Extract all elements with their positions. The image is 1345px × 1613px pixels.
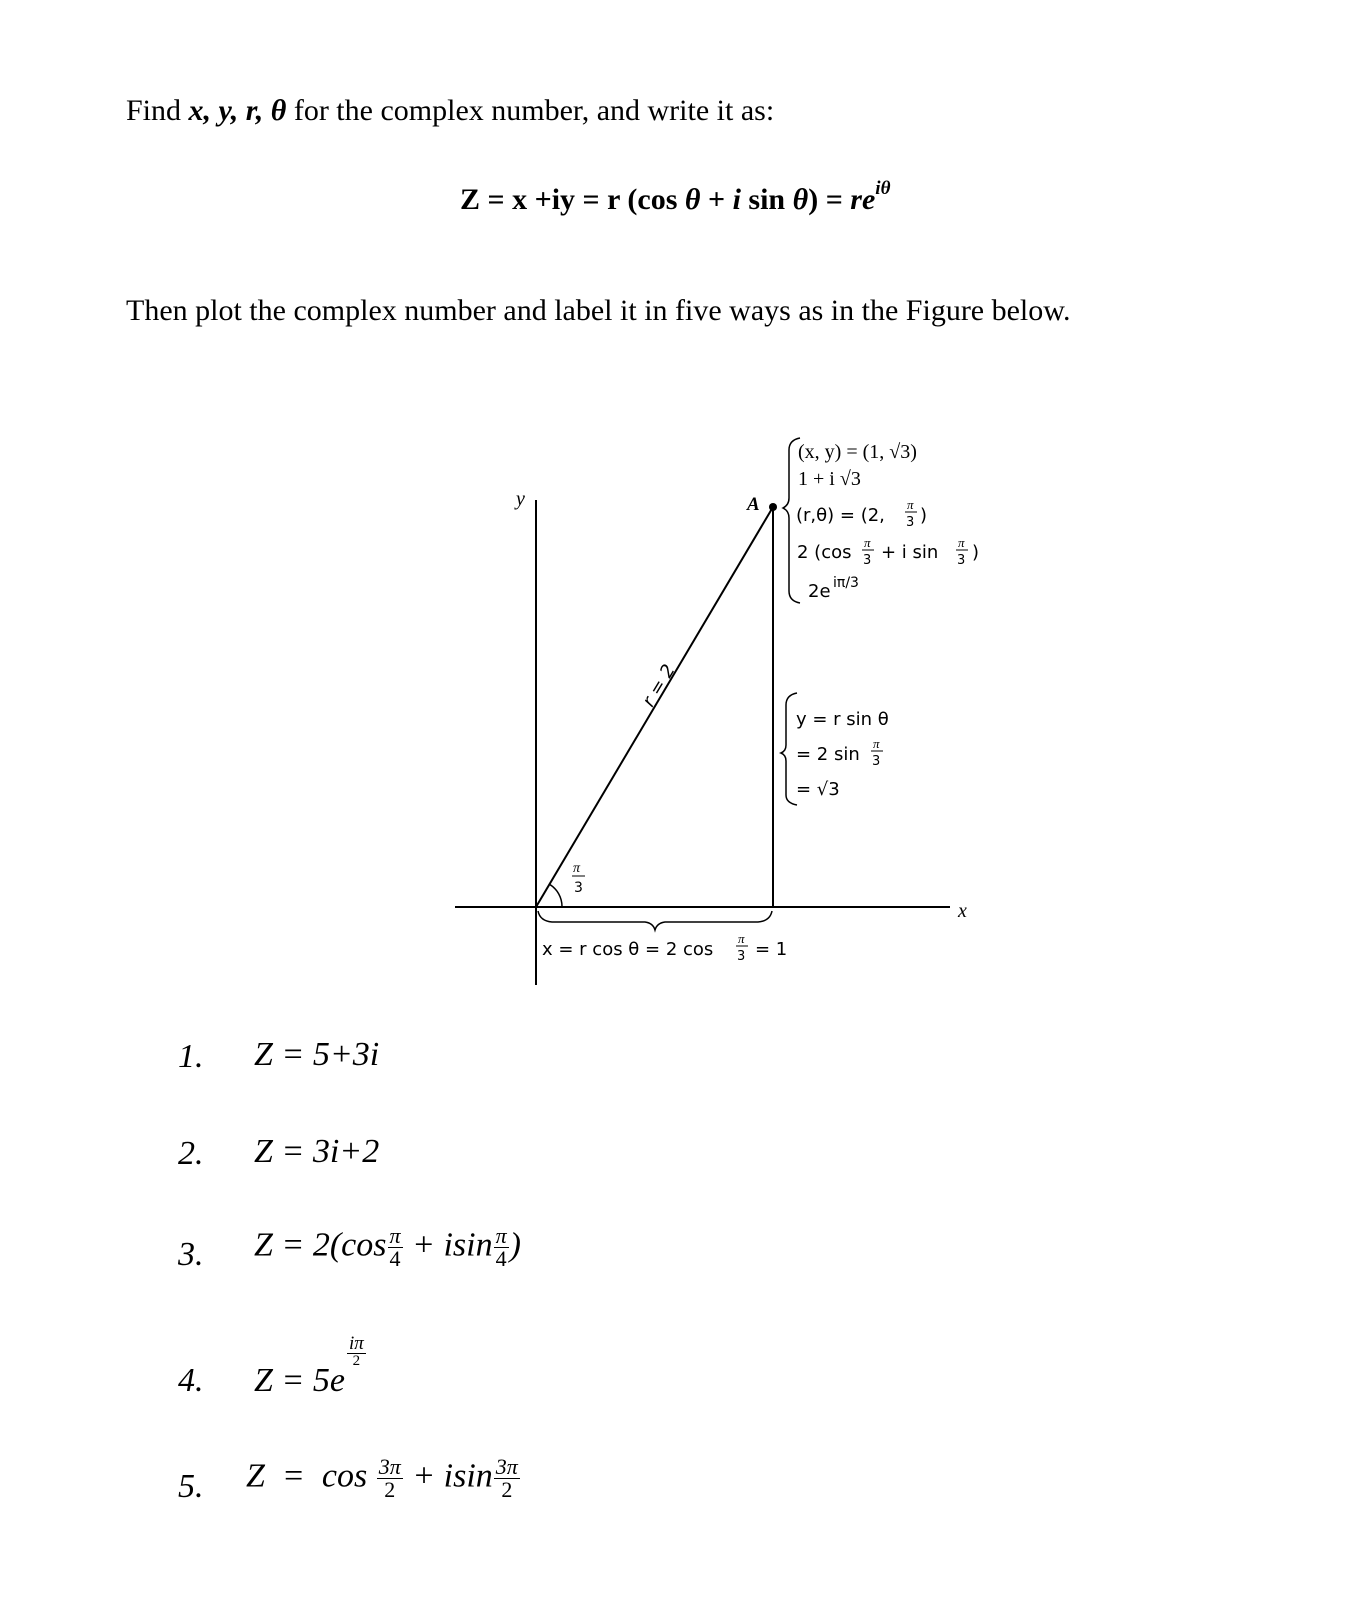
x-label-frac-den: 3: [737, 949, 746, 964]
problem-3-close: ): [509, 1226, 521, 1264]
intro-text: [126, 94, 774, 128]
problem-3-frac2: $\frac{\pi}{4}$: [495, 1223, 507, 1271]
problem-4-exponent: $\frac{i\pi}{2}$: [348, 1333, 364, 1369]
formula-theta1: θ: [684, 183, 701, 216]
formula-plus: +: [700, 183, 733, 216]
problem-4-lhs: Z = 5e: [254, 1362, 345, 1399]
angle-denominator: 3: [574, 880, 583, 896]
problem-2-number: 2.: [178, 1135, 204, 1172]
label-exponential: 2e: [808, 581, 831, 602]
y-label-frac-den: 3: [872, 754, 881, 769]
label-trig-frac2-den: 3: [957, 553, 966, 568]
label-exponential-power: iπ/3: [833, 575, 859, 591]
intro-suffix: for the complex number, and write it as:: [286, 94, 775, 127]
problem-5-number: 5.: [178, 1468, 204, 1505]
formula-re: re: [850, 183, 876, 216]
problem-5-frac1: $\frac{3\pi}{2}$: [378, 1454, 401, 1502]
point-a-label: A: [747, 494, 760, 515]
angle-arc: [549, 884, 562, 907]
problem-4-expression: [254, 1333, 366, 1400]
x-label-brace: [538, 911, 772, 930]
x-label-result: = 1: [755, 939, 788, 960]
problem-1-number: 1.: [178, 1038, 204, 1075]
problem-5-mid: + isin: [403, 1457, 493, 1495]
problem-5-lhs: Z = cos: [246, 1457, 376, 1495]
x-axis-label: x: [958, 900, 967, 922]
problem-2-expression: Z = 3i+2: [254, 1133, 380, 1170]
formula-part1: Z = x +iy = r (cos: [460, 183, 685, 216]
y-label-line1: y = r sin θ: [796, 709, 889, 730]
y-labels-brace: [781, 693, 797, 805]
label-trig: 2 (cos: [797, 542, 852, 563]
problem-3-expression: [254, 1225, 521, 1270]
label-trig-frac2-num: π: [958, 535, 965, 550]
y-label-line2: = 2 sin: [796, 744, 860, 765]
hypotenuse-label: r = 2: [638, 660, 680, 711]
label-rectangular: 1 + i √3: [798, 468, 861, 490]
label-xy: (x, y) = (1, √3): [798, 441, 917, 463]
formula-part2: sin: [740, 183, 793, 216]
label-trig-sin: + i sin: [881, 542, 939, 563]
complex-plane-figure: [440, 425, 1000, 995]
label-trig-close: ): [972, 542, 980, 563]
problem-3-mid: + isin: [403, 1226, 493, 1264]
x-label: x = r cos θ = 2 cos: [542, 939, 714, 960]
intro-variables: x, y, r, θ: [188, 94, 287, 127]
label-polar-frac-den: 3: [906, 515, 915, 530]
label-polar: (r,θ) = (2,: [796, 505, 885, 526]
problem-5-frac2: $\frac{3\pi}{2}$: [495, 1454, 518, 1502]
problem-3-lhs: Z = 2(cos: [254, 1226, 387, 1264]
point-a: [769, 503, 777, 511]
instruction-text: Then plot the complex number and label it in five ways as in the Figure below.: [126, 294, 1071, 327]
problem-3-frac1: $\frac{\pi}{4}$: [389, 1223, 401, 1271]
x-label-frac-num: π: [738, 931, 745, 946]
formula-theta2: θ: [792, 183, 809, 216]
formula-i: i: [732, 183, 741, 216]
formula-part3: ) =: [808, 183, 851, 216]
y-label-frac-num: π: [873, 736, 880, 751]
angle-numerator: π: [573, 861, 581, 876]
formula-exponent: iθ: [875, 178, 891, 199]
y-label-line3: = √3: [796, 779, 840, 800]
problem-5-expression: [246, 1456, 521, 1501]
polar-formula: [460, 178, 891, 217]
label-polar-frac-num: π: [907, 497, 914, 512]
problem-1-expression: Z = 5+3i: [254, 1036, 380, 1073]
label-trig-frac1-den: 3: [863, 553, 872, 568]
label-trig-frac1-num: π: [864, 535, 871, 550]
problem-4-number: 4.: [178, 1362, 204, 1399]
intro-prefix: Find: [126, 94, 189, 127]
label-polar-close: ): [920, 505, 928, 526]
problem-3-number: 3.: [178, 1236, 204, 1273]
y-axis-label: y: [516, 488, 525, 510]
